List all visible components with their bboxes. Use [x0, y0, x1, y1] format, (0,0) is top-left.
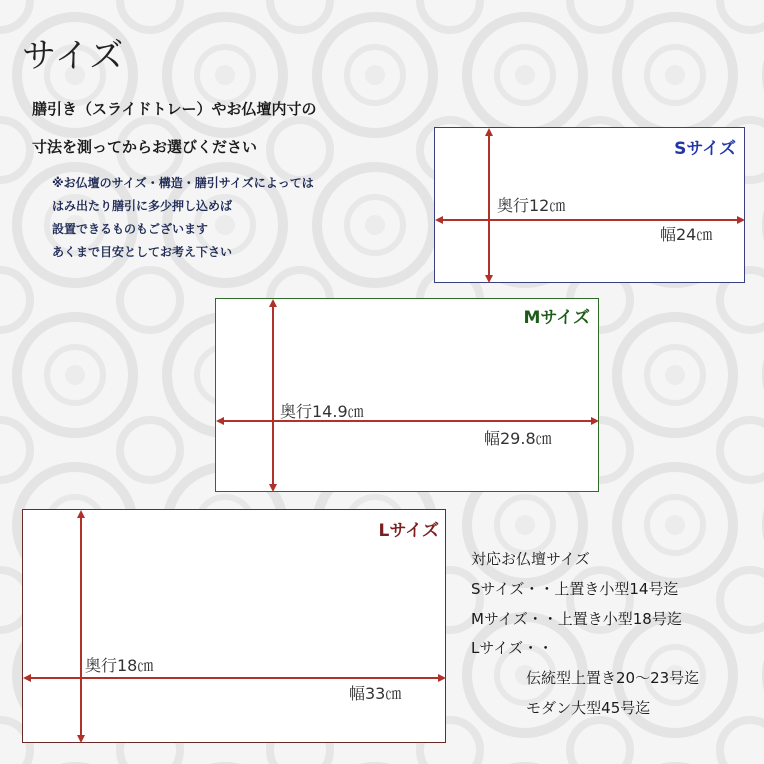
s-size-diagram [434, 127, 745, 283]
note-line-3: 設置できるものもございます [52, 222, 209, 236]
page-title: サイズ [22, 36, 125, 76]
m-size-diagram [215, 298, 599, 492]
s-depth-label: 奥行12㎝ [497, 196, 566, 215]
note-line-1: ※お仏壇のサイズ・構造・膳引サイズによっては [52, 176, 314, 190]
intro-line-2: 寸法を測ってからお選びください [32, 138, 258, 156]
compat-m: Mサイズ・・上置き小型18号迄 [471, 610, 682, 628]
l-depth-label: 奥行18㎝ [85, 656, 154, 675]
note-line-2: はみ出たり膳引に多少押し込めば [52, 199, 233, 213]
compat-s: Sサイズ・・上置き小型14号迄 [471, 580, 679, 598]
l-size-diagram [22, 509, 446, 743]
m-size-arrows [216, 299, 600, 493]
l-size-label: Lサイズ [378, 521, 439, 541]
s-size-label: Sサイズ [674, 139, 736, 159]
note-line-4: あくまで目安としてお考え下さい [52, 245, 233, 259]
l-size-arrows [23, 510, 447, 744]
m-size-label: Mサイズ [523, 308, 590, 328]
compat-heading: 対応お仏壇サイズ [471, 550, 590, 568]
s-width-label: 幅24㎝ [660, 225, 713, 244]
l-width-label: 幅33㎝ [349, 684, 402, 703]
m-depth-label: 奥行14.9㎝ [280, 402, 364, 421]
compat-l-modern: モダン大型45号迄 [526, 699, 651, 717]
m-width-label: 幅29.8㎝ [484, 429, 552, 448]
intro-line-1: 膳引き（スライドトレー）やお仏壇内寸の [32, 100, 317, 118]
compat-l-traditional: 伝統型上置き20～23号迄 [526, 669, 700, 687]
compat-l: Lサイズ・・ [471, 639, 554, 657]
